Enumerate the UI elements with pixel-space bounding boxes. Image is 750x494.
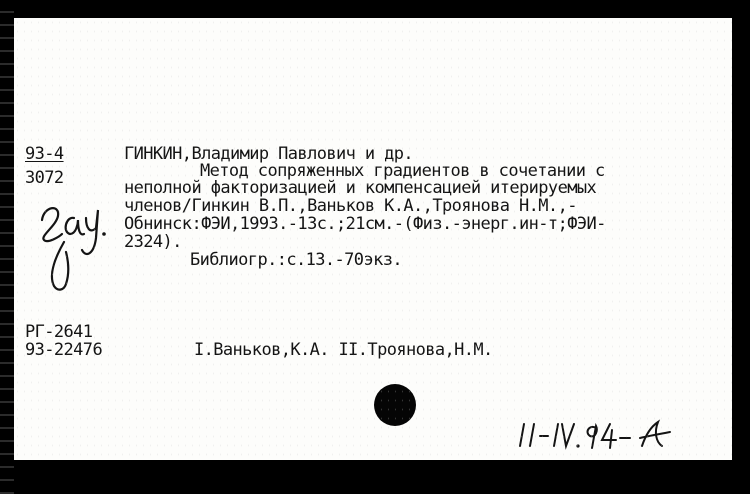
bibliography-note: Библиогр.:с.13.-70экз. <box>190 250 402 270</box>
handwritten-shelf-mark <box>34 198 114 308</box>
title-line-4: Обнинск:ФЭИ,1993.-13с.;21см.-(Физ.-энерг.ин-т;ФЭИ- <box>124 214 606 234</box>
shelf-code-top: 93-4 <box>25 144 64 164</box>
title-line-2: неполной факторизацией и компенсацией итерируемых <box>124 178 597 198</box>
series-code: РГ-2641 <box>25 322 93 342</box>
film-edge <box>0 0 14 494</box>
card-punch-hole <box>374 384 416 426</box>
title-line-1: Метод сопряженных градиентов в сочетании с <box>200 161 605 181</box>
catalog-card <box>14 18 732 460</box>
handwritten-date <box>514 416 684 456</box>
registration-number: 93-22476 <box>25 340 103 360</box>
tracings: I.Ваньков,К.А. II.Троянова,Н.М. <box>194 340 493 360</box>
shelf-code-number: 3072 <box>25 168 64 188</box>
title-line-5: 2324). <box>124 232 182 252</box>
title-line-3: членов/Гинкин В.П.,Ваньков К.А.,Троянова Н.М.,- <box>124 196 577 216</box>
author-heading: ГИНКИН,Владимир Павлович и др. <box>124 144 414 164</box>
